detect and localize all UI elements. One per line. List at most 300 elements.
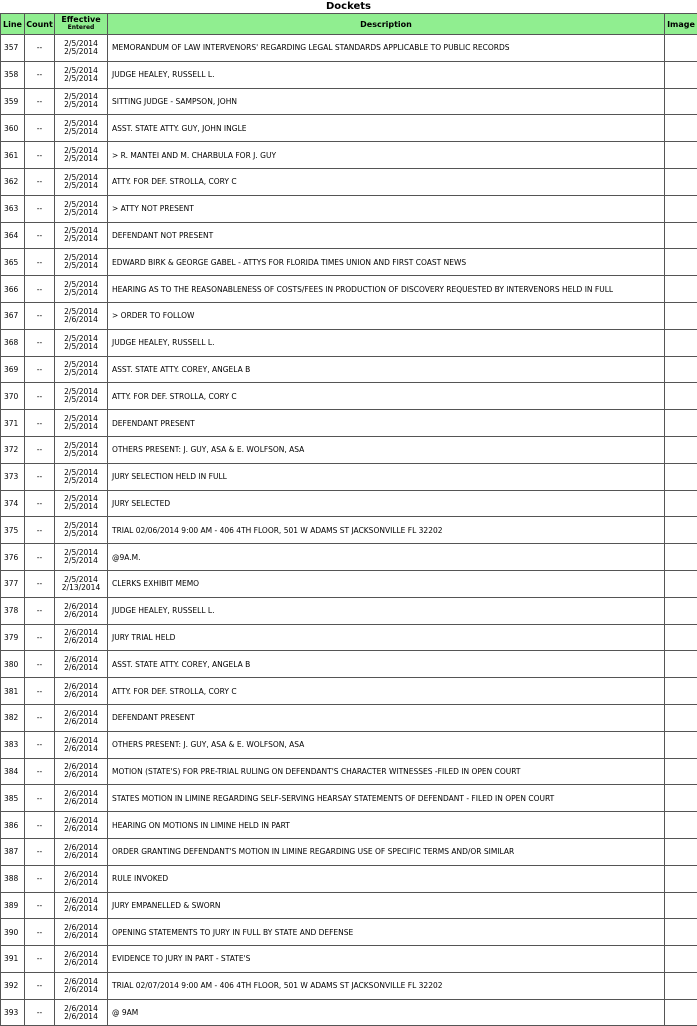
cell-dates	[55, 865, 108, 892]
cell-count: --	[25, 61, 55, 88]
cell-description: EVIDENCE TO JURY IN PART - STATE'S	[108, 946, 665, 973]
cell-entered: 2/5/2014	[55, 128, 107, 136]
cell-effective: 2/6/2014	[55, 710, 107, 718]
cell-image	[665, 115, 697, 142]
cell-line: 386	[1, 812, 25, 839]
cell-description: > ATTY NOT PRESENT	[108, 195, 665, 222]
cell-dates	[55, 142, 108, 169]
cell-dates	[55, 838, 108, 865]
cell-line: 375	[1, 517, 25, 544]
cell-dates	[55, 302, 108, 329]
table-row	[1, 892, 697, 919]
cell-dates	[55, 195, 108, 222]
cell-description: MOTION (STATE'S) FOR PRE-TRIAL RULING ON DEFENDANT'S CHARACTER WITNESSES -FILED IN OPEN COURT	[108, 758, 665, 785]
cell-entered: 2/5/2014	[55, 530, 107, 538]
cell-line: 366	[1, 276, 25, 303]
table-row	[1, 544, 697, 571]
cell-description: SITTING JUDGE - SAMPSON, JOHN	[108, 88, 665, 115]
cell-entered: 2/5/2014	[55, 503, 107, 511]
table-row	[1, 168, 697, 195]
cell-count: --	[25, 142, 55, 169]
cell-effective: 2/6/2014	[55, 897, 107, 905]
cell-dates	[55, 490, 108, 517]
cell-line: 389	[1, 892, 25, 919]
cell-image	[665, 678, 697, 705]
cell-count: --	[25, 410, 55, 437]
cell-line: 383	[1, 731, 25, 758]
cell-line: 393	[1, 999, 25, 1026]
cell-effective: 2/5/2014	[55, 469, 107, 477]
cell-image	[665, 436, 697, 463]
cell-description: HEARING AS TO THE REASONABLENESS OF COSTS/FEES IN PRODUCTION OF DISCOVERY REQUESTED BY INTERVENORS HELD IN FULL	[108, 276, 665, 303]
table-header-row	[1, 14, 697, 35]
cell-description: TRIAL 02/06/2014 9:00 AM - 406 4TH FLOOR, 501 W ADAMS ST JACKSONVILLE FL 32202	[108, 517, 665, 544]
cell-effective: 2/5/2014	[55, 335, 107, 343]
table-row	[1, 329, 697, 356]
cell-image	[665, 731, 697, 758]
cell-description: OPENING STATEMENTS TO JURY IN FULL BY STATE AND DEFENSE	[108, 919, 665, 946]
cell-count: --	[25, 731, 55, 758]
cell-line: 364	[1, 222, 25, 249]
cell-count: --	[25, 812, 55, 839]
cell-count: --	[25, 329, 55, 356]
cell-line: 358	[1, 61, 25, 88]
cell-image	[665, 946, 697, 973]
cell-count: --	[25, 972, 55, 999]
cell-dates	[55, 544, 108, 571]
cell-line: 376	[1, 544, 25, 571]
cell-count: --	[25, 785, 55, 812]
cell-image	[665, 892, 697, 919]
cell-description: ASST. STATE ATTY. GUY, JOHN INGLE	[108, 115, 665, 142]
cell-description: ASST. STATE ATTY. COREY, ANGELA B	[108, 356, 665, 383]
table-row	[1, 570, 697, 597]
cell-entered: 2/5/2014	[55, 450, 107, 458]
cell-count: --	[25, 302, 55, 329]
cell-description: ATTY. FOR DEF. STROLLA, CORY C	[108, 168, 665, 195]
header-image: Image	[665, 14, 697, 35]
table-row	[1, 490, 697, 517]
cell-effective: 2/6/2014	[55, 790, 107, 798]
cell-count: --	[25, 597, 55, 624]
cell-image	[665, 142, 697, 169]
cell-line: 371	[1, 410, 25, 437]
table-row	[1, 463, 697, 490]
cell-effective: 2/5/2014	[55, 281, 107, 289]
cell-dates	[55, 758, 108, 785]
cell-image	[665, 88, 697, 115]
table-row	[1, 731, 697, 758]
cell-line: 362	[1, 168, 25, 195]
cell-dates	[55, 999, 108, 1026]
table-row	[1, 758, 697, 785]
cell-entered: 2/6/2014	[55, 959, 107, 967]
cell-effective: 2/6/2014	[55, 951, 107, 959]
cell-line: 368	[1, 329, 25, 356]
cell-dates	[55, 383, 108, 410]
cell-effective: 2/5/2014	[55, 147, 107, 155]
cell-dates	[55, 276, 108, 303]
cell-count: --	[25, 356, 55, 383]
cell-line: 357	[1, 35, 25, 62]
cell-dates	[55, 61, 108, 88]
cell-dates	[55, 972, 108, 999]
cell-effective: 2/5/2014	[55, 442, 107, 450]
cell-entered: 2/6/2014	[55, 905, 107, 913]
table-row	[1, 276, 697, 303]
table-row	[1, 972, 697, 999]
cell-dates	[55, 356, 108, 383]
cell-dates	[55, 436, 108, 463]
cell-effective: 2/5/2014	[55, 388, 107, 396]
cell-image	[665, 356, 697, 383]
cell-entered: 2/5/2014	[55, 477, 107, 485]
cell-image	[665, 168, 697, 195]
table-row	[1, 195, 697, 222]
cell-entered: 2/5/2014	[55, 343, 107, 351]
cell-count: --	[25, 570, 55, 597]
table-row	[1, 651, 697, 678]
cell-image	[665, 383, 697, 410]
cell-effective: 2/5/2014	[55, 576, 107, 584]
cell-effective: 2/6/2014	[55, 629, 107, 637]
cell-effective: 2/6/2014	[55, 1005, 107, 1013]
cell-effective: 2/6/2014	[55, 656, 107, 664]
cell-count: --	[25, 276, 55, 303]
table-row	[1, 946, 697, 973]
cell-description: STATES MOTION IN LIMINE REGARDING SELF-SERVING HEARSAY STATEMENTS OF DEFENDANT - FILED IN OPEN COURT	[108, 785, 665, 812]
cell-dates	[55, 946, 108, 973]
cell-count: --	[25, 892, 55, 919]
cell-entered: 2/5/2014	[55, 209, 107, 217]
cell-image	[665, 329, 697, 356]
cell-dates	[55, 812, 108, 839]
cell-effective: 2/6/2014	[55, 683, 107, 691]
cell-image	[665, 704, 697, 731]
cell-effective: 2/5/2014	[55, 308, 107, 316]
cell-description: EDWARD BIRK & GEORGE GABEL - ATTYS FOR FLORIDA TIMES UNION AND FIRST COAST NEWS	[108, 249, 665, 276]
cell-count: --	[25, 946, 55, 973]
cell-effective: 2/6/2014	[55, 978, 107, 986]
cell-description: RULE INVOKED	[108, 865, 665, 892]
cell-description: JUDGE HEALEY, RUSSELL L.	[108, 329, 665, 356]
cell-dates	[55, 919, 108, 946]
table-row	[1, 302, 697, 329]
cell-effective: 2/5/2014	[55, 120, 107, 128]
cell-effective: 2/5/2014	[55, 361, 107, 369]
cell-description: ATTY. FOR DEF. STROLLA, CORY C	[108, 383, 665, 410]
cell-line: 359	[1, 88, 25, 115]
header-count: Count	[25, 14, 55, 35]
cell-entered: 2/6/2014	[55, 664, 107, 672]
cell-count: --	[25, 517, 55, 544]
table-row	[1, 356, 697, 383]
cell-line: 365	[1, 249, 25, 276]
cell-entered: 2/5/2014	[55, 396, 107, 404]
header-entered-label: Entered	[55, 24, 107, 32]
cell-effective: 2/6/2014	[55, 603, 107, 611]
cell-entered: 2/13/2014	[55, 584, 107, 592]
cell-entered: 2/6/2014	[55, 852, 107, 860]
table-row	[1, 999, 697, 1026]
cell-dates	[55, 624, 108, 651]
cell-image	[665, 972, 697, 999]
table-row	[1, 678, 697, 705]
cell-line: 370	[1, 383, 25, 410]
dockets-table	[0, 13, 697, 1026]
table-row	[1, 436, 697, 463]
cell-count: --	[25, 115, 55, 142]
cell-entered: 2/5/2014	[55, 155, 107, 163]
cell-line: 384	[1, 758, 25, 785]
cell-dates	[55, 678, 108, 705]
cell-description: @9A.M.	[108, 544, 665, 571]
cell-dates	[55, 704, 108, 731]
cell-image	[665, 410, 697, 437]
cell-entered: 2/6/2014	[55, 745, 107, 753]
cell-dates	[55, 463, 108, 490]
cell-effective: 2/6/2014	[55, 871, 107, 879]
cell-description: JURY EMPANELLED & SWORN	[108, 892, 665, 919]
cell-image	[665, 222, 697, 249]
cell-count: --	[25, 88, 55, 115]
cell-entered: 2/5/2014	[55, 423, 107, 431]
cell-entered: 2/6/2014	[55, 986, 107, 994]
cell-entered: 2/6/2014	[55, 798, 107, 806]
cell-line: 388	[1, 865, 25, 892]
cell-dates	[55, 651, 108, 678]
cell-description: HEARING ON MOTIONS IN LIMINE HELD IN PART	[108, 812, 665, 839]
cell-description: JURY SELECTED	[108, 490, 665, 517]
cell-image	[665, 302, 697, 329]
table-row	[1, 115, 697, 142]
cell-dates	[55, 222, 108, 249]
cell-dates	[55, 168, 108, 195]
cell-description: ASST. STATE ATTY. COREY, ANGELA B	[108, 651, 665, 678]
cell-count: --	[25, 758, 55, 785]
cell-entered: 2/5/2014	[55, 557, 107, 565]
cell-effective: 2/5/2014	[55, 201, 107, 209]
cell-image	[665, 865, 697, 892]
cell-entered: 2/6/2014	[55, 771, 107, 779]
cell-count: --	[25, 383, 55, 410]
cell-image	[665, 758, 697, 785]
cell-count: --	[25, 195, 55, 222]
cell-entered: 2/5/2014	[55, 262, 107, 270]
table-row	[1, 919, 697, 946]
table-row	[1, 222, 697, 249]
cell-count: --	[25, 919, 55, 946]
cell-description: MEMORANDUM OF LAW INTERVENORS' REGARDING LEGAL STANDARDS APPLICABLE TO PUBLIC RECORDS	[108, 35, 665, 62]
cell-entered: 2/5/2014	[55, 235, 107, 243]
page-title: Dockets	[0, 0, 697, 13]
cell-line: 372	[1, 436, 25, 463]
cell-line: 382	[1, 704, 25, 731]
cell-description: DEFENDANT PRESENT	[108, 704, 665, 731]
cell-entered: 2/5/2014	[55, 75, 107, 83]
cell-line: 392	[1, 972, 25, 999]
table-row	[1, 383, 697, 410]
cell-image	[665, 61, 697, 88]
cell-description: OTHERS PRESENT: J. GUY, ASA & E. WOLFSON, ASA	[108, 436, 665, 463]
cell-count: --	[25, 678, 55, 705]
cell-dates	[55, 517, 108, 544]
cell-effective: 2/6/2014	[55, 844, 107, 852]
cell-image	[665, 597, 697, 624]
cell-line: 363	[1, 195, 25, 222]
cell-image	[665, 624, 697, 651]
cell-effective: 2/6/2014	[55, 817, 107, 825]
cell-description: JURY SELECTION HELD IN FULL	[108, 463, 665, 490]
table-row	[1, 35, 697, 62]
cell-effective: 2/5/2014	[55, 415, 107, 423]
cell-effective: 2/5/2014	[55, 227, 107, 235]
cell-dates	[55, 88, 108, 115]
cell-dates	[55, 597, 108, 624]
cell-image	[665, 517, 697, 544]
cell-image	[665, 919, 697, 946]
header-effective	[55, 14, 108, 35]
cell-entered: 2/6/2014	[55, 691, 107, 699]
cell-entered: 2/6/2014	[55, 825, 107, 833]
table-row	[1, 410, 697, 437]
cell-entered: 2/5/2014	[55, 101, 107, 109]
cell-count: --	[25, 490, 55, 517]
table-row	[1, 865, 697, 892]
cell-dates	[55, 35, 108, 62]
cell-dates	[55, 731, 108, 758]
cell-entered: 2/6/2014	[55, 1013, 107, 1021]
table-row	[1, 838, 697, 865]
cell-description: OTHERS PRESENT: J. GUY, ASA & E. WOLFSON, ASA	[108, 731, 665, 758]
cell-count: --	[25, 222, 55, 249]
cell-effective: 2/5/2014	[55, 549, 107, 557]
table-row	[1, 88, 697, 115]
cell-effective: 2/5/2014	[55, 522, 107, 530]
table-row	[1, 597, 697, 624]
cell-description: JURY TRIAL HELD	[108, 624, 665, 651]
table-row	[1, 249, 697, 276]
cell-entered: 2/6/2014	[55, 879, 107, 887]
table-row	[1, 624, 697, 651]
table-row	[1, 142, 697, 169]
cell-image	[665, 651, 697, 678]
header-description: Description	[108, 14, 665, 35]
cell-dates	[55, 329, 108, 356]
cell-count: --	[25, 544, 55, 571]
cell-count: --	[25, 704, 55, 731]
cell-count: --	[25, 35, 55, 62]
cell-dates	[55, 410, 108, 437]
cell-count: --	[25, 249, 55, 276]
cell-line: 387	[1, 838, 25, 865]
cell-count: --	[25, 999, 55, 1026]
cell-image	[665, 812, 697, 839]
cell-line: 380	[1, 651, 25, 678]
cell-effective: 2/5/2014	[55, 93, 107, 101]
cell-count: --	[25, 624, 55, 651]
cell-description: @ 9AM	[108, 999, 665, 1026]
cell-effective: 2/6/2014	[55, 737, 107, 745]
cell-image	[665, 490, 697, 517]
cell-image	[665, 463, 697, 490]
cell-effective: 2/5/2014	[55, 495, 107, 503]
cell-count: --	[25, 838, 55, 865]
cell-line: 367	[1, 302, 25, 329]
cell-entered: 2/5/2014	[55, 369, 107, 377]
cell-image	[665, 249, 697, 276]
cell-image	[665, 785, 697, 812]
cell-image	[665, 276, 697, 303]
cell-effective: 2/5/2014	[55, 254, 107, 262]
table-row	[1, 785, 697, 812]
cell-effective: 2/6/2014	[55, 763, 107, 771]
cell-image	[665, 999, 697, 1026]
header-line: Line	[1, 14, 25, 35]
cell-count: --	[25, 436, 55, 463]
cell-dates	[55, 570, 108, 597]
cell-image	[665, 838, 697, 865]
cell-image	[665, 195, 697, 222]
cell-count: --	[25, 865, 55, 892]
cell-image	[665, 35, 697, 62]
table-row	[1, 812, 697, 839]
cell-dates	[55, 785, 108, 812]
cell-description: ATTY. FOR DEF. STROLLA, CORY C	[108, 678, 665, 705]
cell-description: DEFENDANT PRESENT	[108, 410, 665, 437]
cell-description: DEFENDANT NOT PRESENT	[108, 222, 665, 249]
cell-line: 378	[1, 597, 25, 624]
cell-line: 390	[1, 919, 25, 946]
cell-entered: 2/5/2014	[55, 48, 107, 56]
cell-description: JUDGE HEALEY, RUSSELL L.	[108, 61, 665, 88]
cell-entered: 2/6/2014	[55, 718, 107, 726]
cell-image	[665, 570, 697, 597]
cell-effective: 2/5/2014	[55, 174, 107, 182]
cell-effective: 2/5/2014	[55, 67, 107, 75]
cell-line: 385	[1, 785, 25, 812]
cell-line: 377	[1, 570, 25, 597]
cell-description: CLERKS EXHIBIT MEMO	[108, 570, 665, 597]
cell-dates	[55, 115, 108, 142]
table-row	[1, 704, 697, 731]
cell-description: TRIAL 02/07/2014 9:00 AM - 406 4TH FLOOR, 501 W ADAMS ST JACKSONVILLE FL 32202	[108, 972, 665, 999]
cell-entered: 2/6/2014	[55, 637, 107, 645]
cell-dates	[55, 249, 108, 276]
cell-description: JUDGE HEALEY, RUSSELL L.	[108, 597, 665, 624]
cell-line: 391	[1, 946, 25, 973]
cell-entered: 2/5/2014	[55, 289, 107, 297]
cell-line: 379	[1, 624, 25, 651]
cell-count: --	[25, 168, 55, 195]
cell-line: 373	[1, 463, 25, 490]
cell-effective: 2/6/2014	[55, 924, 107, 932]
cell-description: > ORDER TO FOLLOW	[108, 302, 665, 329]
cell-count: --	[25, 463, 55, 490]
cell-line: 374	[1, 490, 25, 517]
table-row	[1, 61, 697, 88]
cell-image	[665, 544, 697, 571]
cell-description: > R. MANTEI AND M. CHARBULA FOR J. GUY	[108, 142, 665, 169]
cell-description: ORDER GRANTING DEFENDANT'S MOTION IN LIMINE REGARDING USE OF SPECIFIC TERMS AND/OR SIMILAR	[108, 838, 665, 865]
cell-entered: 2/5/2014	[55, 182, 107, 190]
cell-entered: 2/6/2014	[55, 316, 107, 324]
cell-line: 360	[1, 115, 25, 142]
cell-entered: 2/6/2014	[55, 611, 107, 619]
table-row	[1, 517, 697, 544]
cell-count: --	[25, 651, 55, 678]
cell-line: 381	[1, 678, 25, 705]
